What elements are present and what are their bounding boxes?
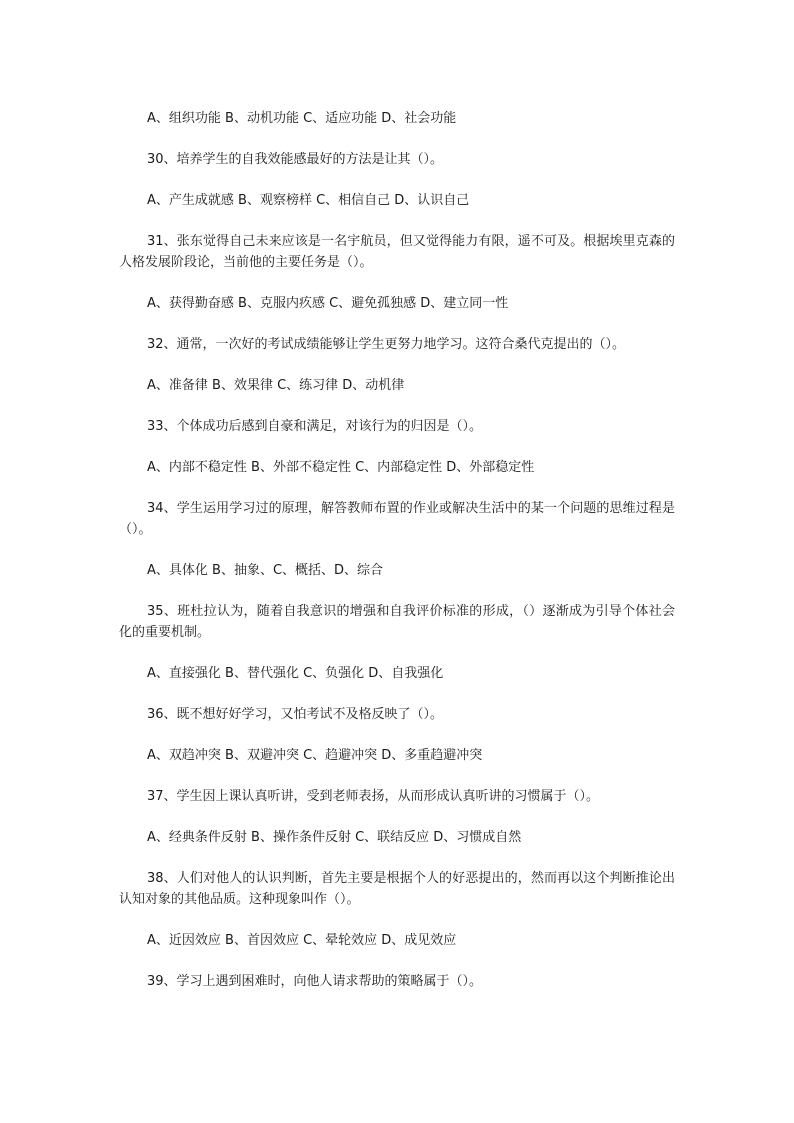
question-33: 33、个体成功后感到自豪和满足，对该行为的归因是（）。 [147, 419, 483, 434]
option-line: A、内部不稳定性 B、外部不稳定性 C、内部稳定性 D、外部稳定性 [147, 460, 535, 475]
option-line: A、经典条件反射 B、操作条件反射 C、联结反应 D、习惯成自然 [147, 830, 522, 845]
option-line: A、直接强化 B、替代强化 C、负强化 D、自我强化 [147, 666, 444, 681]
question-31: 31、张东觉得自己未来应该是一名宇航员，但又觉得能力有限，遥不可及。根据埃里克森的人格发展阶段论，当前他的主要任务是（）。 [119, 234, 675, 270]
option-line: A、近因效应 B、首因效应 C、晕轮效应 D、成见效应 [147, 933, 457, 948]
option-line: A、双趋冲突 B、双避冲突 C、趋避冲突 D、多重趋避冲突 [147, 748, 483, 763]
question-35: 35、班杜拉认为，随着自我意识的增强和自我评价标准的形成，（）逐渐成为引导个体社会化的重要机制。 [119, 604, 675, 640]
question-32: 32、通常，一次好的考试成绩能够让学生更努力地学习。这符合桑代克提出的（）。 [147, 337, 626, 352]
question-36: 36、既不想好好学习，又怕考试不及格反映了（）。 [147, 707, 444, 722]
question-34: 34、学生运用学习过的原理，解答教师布置的作业或解决生活中的某一个问题的思维过程是（）。 [119, 501, 675, 537]
question-39: 39、学习上遇到困难时，向他人请求帮助的策略属于（）。 [147, 974, 483, 989]
document-body [119, 108, 675, 992]
option-line: A、准备律 B、效果律 C、练习律 D、动机律 [147, 378, 405, 393]
option-line: A、获得勤奋感 B、克服内疚感 C、避免孤独感 D、建立同一性 [147, 296, 509, 311]
question-38: 38、人们对他人的认识判断，首先主要是根据个人的好恶提出的，然而再以这个判断推论出认知对象的其他品质。这种现象叫作（）。 [119, 871, 675, 907]
option-line: A、组织功能 B、动机功能 C、适应功能 D、社会功能 [147, 111, 457, 126]
question-30: 30、培养学生的自我效能感最好的方法是让其（）。 [147, 152, 444, 167]
option-line: A、具体化 B、抽象、C、概括、D、综合 [147, 563, 384, 578]
question-37: 37、学生因上课认真听讲，受到老师表扬，从而形成认真听讲的习惯属于（）。 [147, 789, 600, 804]
option-line: A、产生成就感 B、观察榜样 C、相信自己 D、认识自己 [147, 193, 470, 208]
